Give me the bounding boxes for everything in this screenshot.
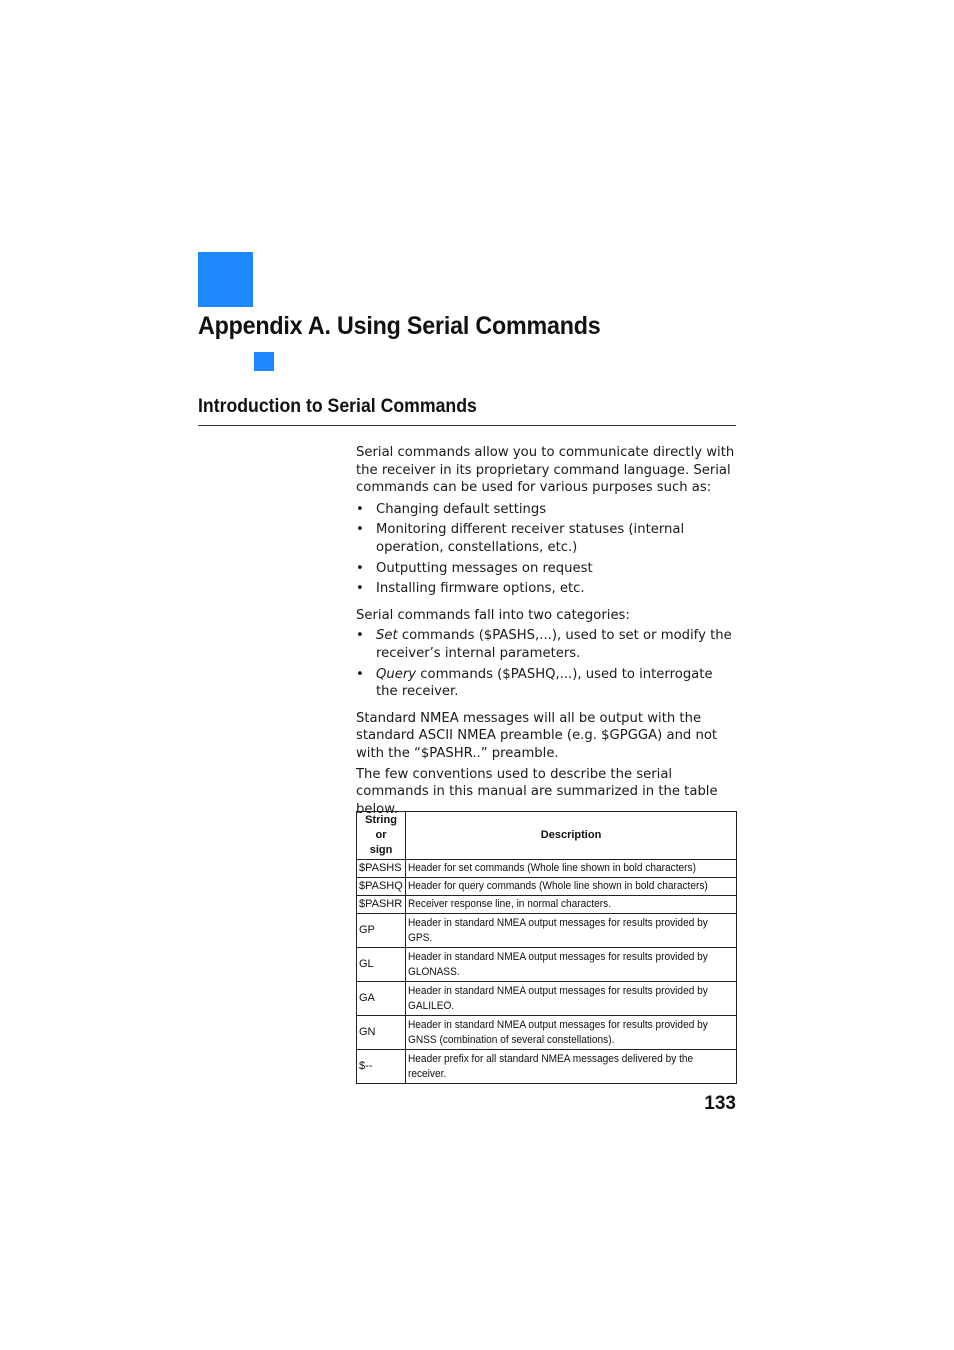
description-text: GLONASS. [408,965,460,978]
list-item-set [356,627,738,662]
cell-description [406,1050,737,1084]
header-line: String or [365,814,397,841]
nmea-paragraph: Standard NMEA messages will all be output with the standard ASCII NMEA preamble (e.g. $GPGGA) and not with the “$PASHR..” preamble. [356,710,718,761]
column-header-description: Description [406,812,737,860]
cell-sign: GA [357,982,406,1016]
description-text: Receiver response line, in normal characters. [408,898,612,910]
conventions-table [356,811,737,1084]
description-text: Header prefix for all standard NMEA messages delivered by the [408,1052,694,1065]
cell-sign: $PASHR [357,896,406,914]
list-item: • Monitoring different receiver statuses (internal operation, constellations, etc.) [356,521,738,556]
header-line: sign [369,844,393,856]
cell-sign: $PASHS [357,860,406,878]
description-text: Header in standard NMEA output messages for results provided by [408,1018,708,1031]
cell-description [406,896,737,914]
set-description: commands ($PASHS,...), used to set or modify the receiver’s internal parameters. [376,628,732,661]
table-row [357,1050,737,1084]
categories-lead: Serial commands fall into two categories: [356,607,630,623]
list-item: • Changing default settings [356,501,738,519]
cell-description [406,914,737,948]
table-row [357,860,737,878]
cell-sign: GN [357,1016,406,1050]
description-text: GPS. [408,931,433,944]
set-term: Set [376,628,398,644]
chapter-marker-large [198,252,253,307]
body-text [356,444,738,818]
purpose-list [356,501,738,598]
cell-sign: $-- [357,1050,406,1084]
conventions-paragraph: The few conventions used to describe the serial commands in this manual are summarized in the table below. [356,766,718,817]
table-row [357,948,737,982]
description-text: Header in standard NMEA output messages for results provided by [408,984,708,997]
chapter-marker-small [254,352,274,371]
list-item-query [356,666,738,701]
description-text: GALILEO. [408,999,455,1012]
description-text: Header in standard NMEA output messages for results provided by [408,916,708,929]
description-text: GNSS (combination of several constellations). [408,1033,615,1046]
table-row [357,896,737,914]
table-row [357,1016,737,1050]
cell-sign: GL [357,948,406,982]
cell-sign: $PASHQ [357,878,406,896]
chapter-title: Appendix A. Using Serial Commands [198,312,601,340]
column-header-sign [357,812,406,860]
table-row [357,982,737,1016]
categories-list [356,627,738,700]
cell-description [406,948,737,982]
description-text: receiver. [408,1067,447,1080]
table-row [357,878,737,896]
description-text: Header for set commands (Whole line shown in bold characters) [408,862,697,874]
section-title: Introduction to Serial Commands [198,396,477,417]
table-row [357,914,737,948]
list-item: • Outputting messages on request [356,560,738,578]
description-text: Header for query commands (Whole line shown in bold characters) [408,880,708,892]
cell-description [406,860,737,878]
section-rule [198,425,736,426]
query-term: Query [376,666,417,682]
page-number: 133 [704,1093,736,1114]
cell-sign: GP [357,914,406,948]
intro-paragraph: Serial commands allow you to communicate directly with the receiver in its proprietary command language. Serial commands can be used for various purposes such as: [356,445,735,496]
description-text: Header in standard NMEA output messages for results provided by [408,950,708,963]
cell-description [406,1016,737,1050]
table-header-row [357,812,737,860]
cell-description [406,982,737,1016]
query-description: commands ($PASHQ,...), used to interrogate the receiver. [376,666,713,700]
cell-description [406,878,737,896]
list-item: • Installing firmware options, etc. [356,580,738,598]
